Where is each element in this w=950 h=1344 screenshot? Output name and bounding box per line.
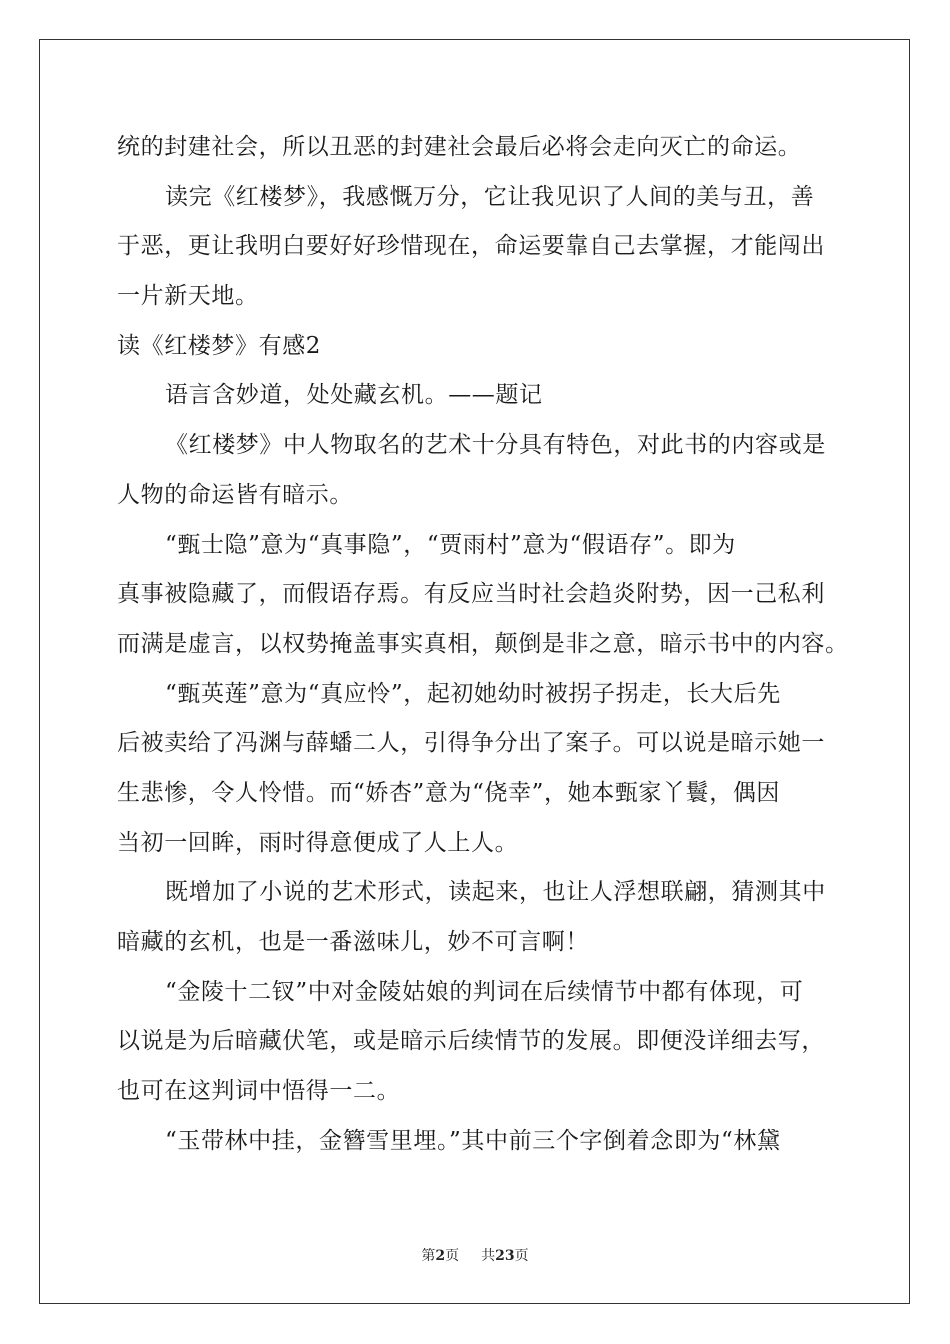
text-line: 读完《红楼梦》，我感慨万分，它让我见识了人间的美与丑，善 <box>165 183 815 210</box>
section-heading: 读《红楼梦》有感2 <box>117 332 322 359</box>
text-line: 于恶，更让我明白要好好珍惜现在，命运要靠自己去掌握，才能闯出 <box>117 233 825 260</box>
text-line: 当初一回眸，雨时得意便成了人上人。 <box>117 829 519 856</box>
text-line: “玉带林中挂，金簪雪里埋。”其中前三个字倒着念即为“林黛 <box>165 1127 781 1154</box>
text-line: “甄士隐”意为“真事隐”，“贾雨村”意为“假语存”。即为 <box>165 531 736 558</box>
page-suffix: 页 <box>445 1248 460 1264</box>
page-footer <box>0 1245 950 1265</box>
total-prefix: 共 <box>481 1248 496 1264</box>
text-line: 暗藏的玄机，也是一番滋味儿，妙不可言啊！ <box>117 929 589 955</box>
text-line: 《红楼梦》中人物取名的艺术十分具有特色，对此书的内容或是 <box>165 432 826 459</box>
text-line: 以说是为后暗藏伏笔，或是暗示后续情节的发展。即便没详细去写， <box>117 1028 825 1055</box>
text-line: 统的封建社会，所以丑恶的封建社会最后必将会走向灭亡的命运。 <box>117 134 802 160</box>
text-line: 而满是虚言，以权势掩盖事实真相，颠倒是非之意，暗示书中的内容。 <box>117 630 849 657</box>
total-pages: 23 <box>495 1248 515 1264</box>
page-prefix: 第 <box>421 1248 436 1264</box>
total-suffix: 页 <box>514 1248 529 1264</box>
epigraph: 语言含妙道，处处藏玄机。——题记 <box>165 382 543 409</box>
text-line: 真事被隐藏了，而假语存焉。有反应当时社会趋炎附势，因一己私利 <box>117 581 825 608</box>
text-line: 生悲惨，令人怜惜。而“娇杏”意为“侥幸”，她本甄家丫鬟，偶因 <box>117 779 781 806</box>
text-line: “金陵十二钗”中对金陵姑娘的判词在后续情节中都有体现，可 <box>165 978 804 1005</box>
text-line: 人物的命运皆有暗示。 <box>117 481 353 508</box>
text-line: 一片新天地。 <box>117 283 259 310</box>
text-line: “甄英莲”意为“真应怜”，起初她幼时被拐子拐走，长大后先 <box>165 680 781 707</box>
page-number: 2 <box>435 1248 446 1264</box>
text-line: 也可在这判词中悟得一二。 <box>117 1078 401 1105</box>
text-line: 既增加了小说的艺术形式，读起来，也让人浮想联翩，猜测其中 <box>165 879 826 906</box>
document-body <box>117 123 847 1166</box>
text-line: 后被卖给了冯渊与薛蟠二人，引得争分出了案子。可以说是暗示她一 <box>117 730 825 757</box>
